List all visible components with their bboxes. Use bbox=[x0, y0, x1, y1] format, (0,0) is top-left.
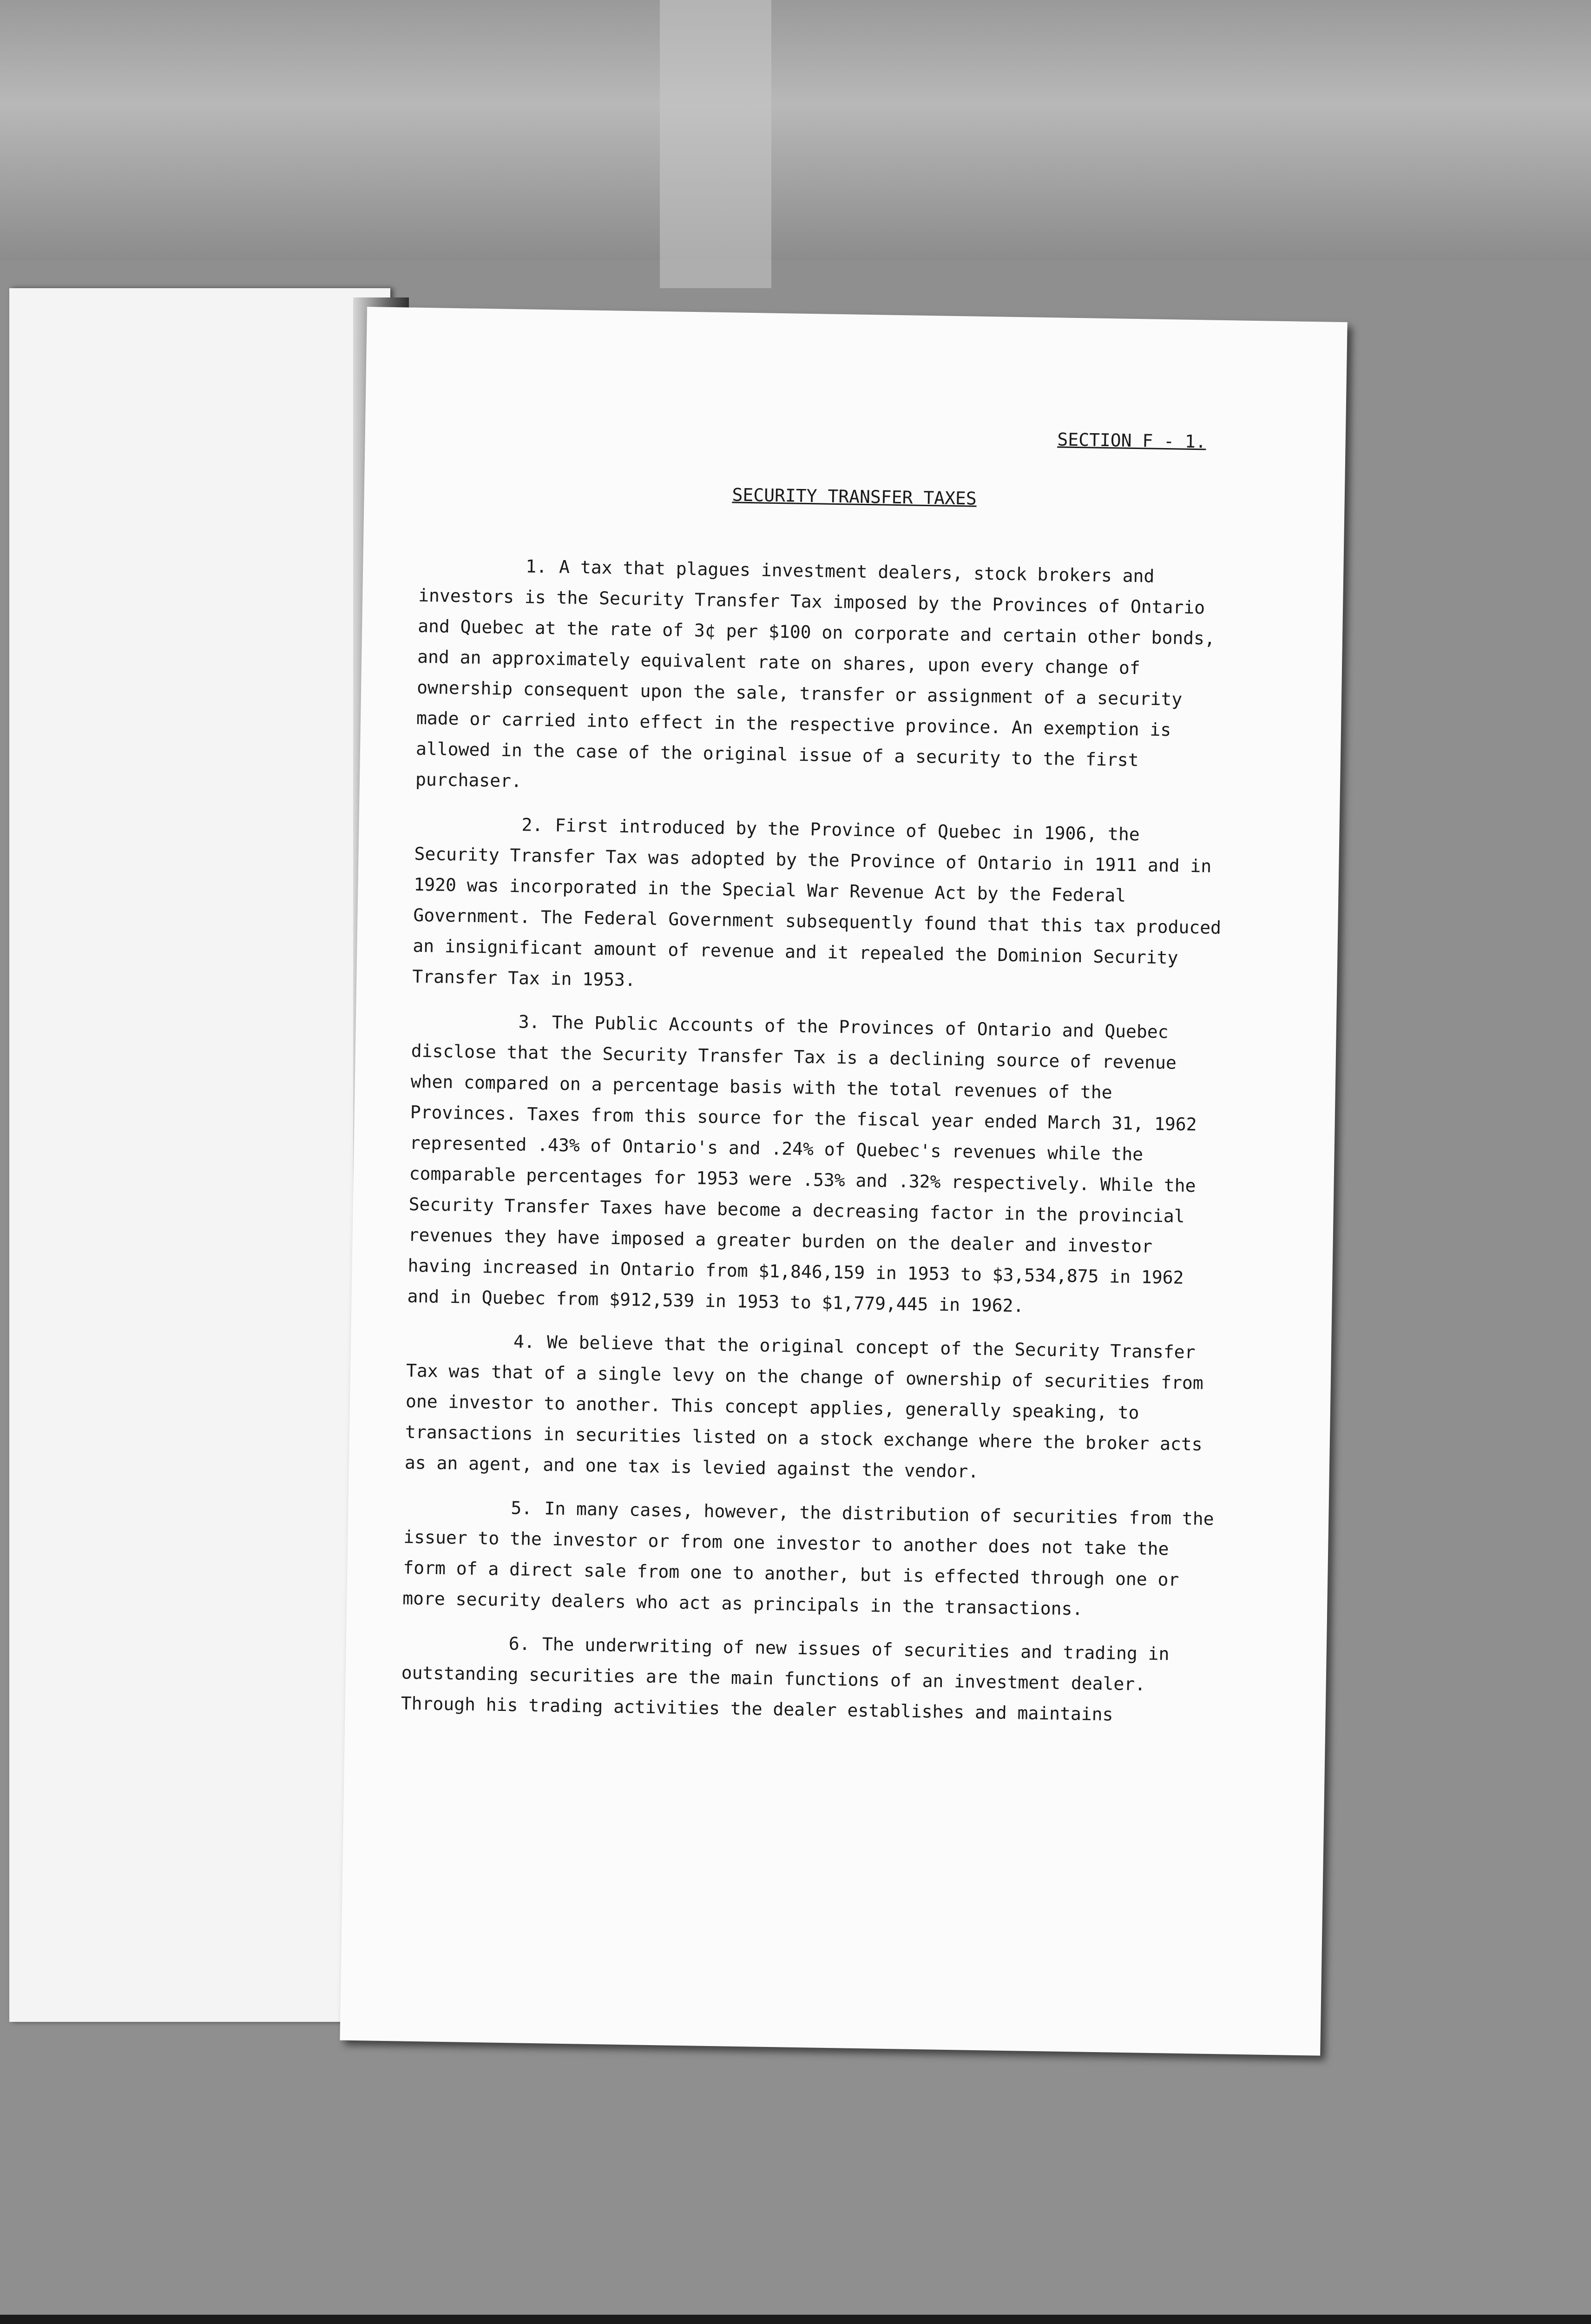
paragraph-number: 4. bbox=[513, 1331, 535, 1352]
paragraph-text: The Public Accounts of the Provinces of Ontario and Quebec disclose that the Security Transfer Tax is a declining source of revenue when compared on a percentage basis with the total revenues of the Provinces. Taxes from this source for the fiscal year ended March 31, 1962 represented .43% of Ontario's and .24% of Quebec's revenues while the comparable percentages for 1953 were .53% and .32% respectively. While the Security Transfer Taxes have become a decreasing factor in the provincial revenues they have imposed a greater burden on the dealer and investor having increased in Ontario from $1,846,159 in 1953 to $3,534,875 in 1962 and in Quebec from $912,539 in 1953 to $1,779,445 in 1962. bbox=[407, 1012, 1197, 1316]
paragraph-5 bbox=[402, 1491, 1222, 1627]
document-page bbox=[340, 307, 1347, 2056]
section-label: SECTION F - 1. bbox=[1057, 429, 1207, 452]
paragraph-4 bbox=[404, 1325, 1224, 1491]
paragraph-number: 6. bbox=[508, 1633, 530, 1654]
paragraph-number: 3. bbox=[518, 1011, 540, 1033]
paragraph-text: First introduced by the Province of Quebec in 1906, the Security Transfer Tax was adopted by the Province of Ontario in 1911 and in 1920 was incorporated in the Special War Revenue Act by the Federal Government. The Federal Government subsequently found that this tax produced an insignificant amount of revenue and it repealed the Dominion Security Transfer Tax in 1953. bbox=[412, 815, 1222, 990]
document-body bbox=[401, 549, 1237, 1744]
background-top bbox=[0, 0, 1591, 260]
background-bottom bbox=[0, 2315, 1591, 2324]
left-page bbox=[9, 288, 390, 2022]
document-title: SECURITY TRANSFER TAXES bbox=[732, 484, 977, 509]
paragraph-number: 1. bbox=[525, 556, 547, 577]
paragraph-number: 5. bbox=[511, 1498, 533, 1519]
tape-strip bbox=[660, 0, 771, 288]
paragraph-number: 2. bbox=[521, 814, 543, 836]
paragraph-text: We believe that the original concept of the Security Transfer Tax was that of a single levy on the change of ownership of securities from one investor to another. This concept applies, generally speaking, to transactions in securities listed on a stock exchange where the broker acts as an agent, and one tax is levied against the vendor. bbox=[404, 1332, 1204, 1482]
paragraph-1 bbox=[415, 549, 1237, 808]
paragraph-text: A tax that plagues investment dealers, stock brokers and investors is the Security Transfer Tax imposed by the Provinces of Ontario and Quebec at the rate of 3¢ per $100 on corporate and certain other bonds, and an approximately equivalent rate on shares, upon every change of ownership consequent upon the sale, transfer or assignment of a security made or carried into effect in the respective province. An exemption is allowed in the case of the original issue of a security to the first purchaser. bbox=[415, 556, 1216, 792]
paragraph-3 bbox=[407, 1005, 1229, 1325]
paragraph-6 bbox=[401, 1627, 1220, 1732]
paragraph-2 bbox=[412, 808, 1233, 1005]
paragraph-text: The underwriting of new issues of securities and trading in outstanding securities are the main functions of an investment dealer. Through his trading activities the dealer establishes and maintains bbox=[401, 1634, 1170, 1725]
paragraph-text: In many cases, however, the distribution of securities from the issuer to the investor or from one investor to another does not take the form of a direct sale from one to another, but is effected through one or more security dealers who act as principals in the transactions. bbox=[402, 1498, 1214, 1619]
